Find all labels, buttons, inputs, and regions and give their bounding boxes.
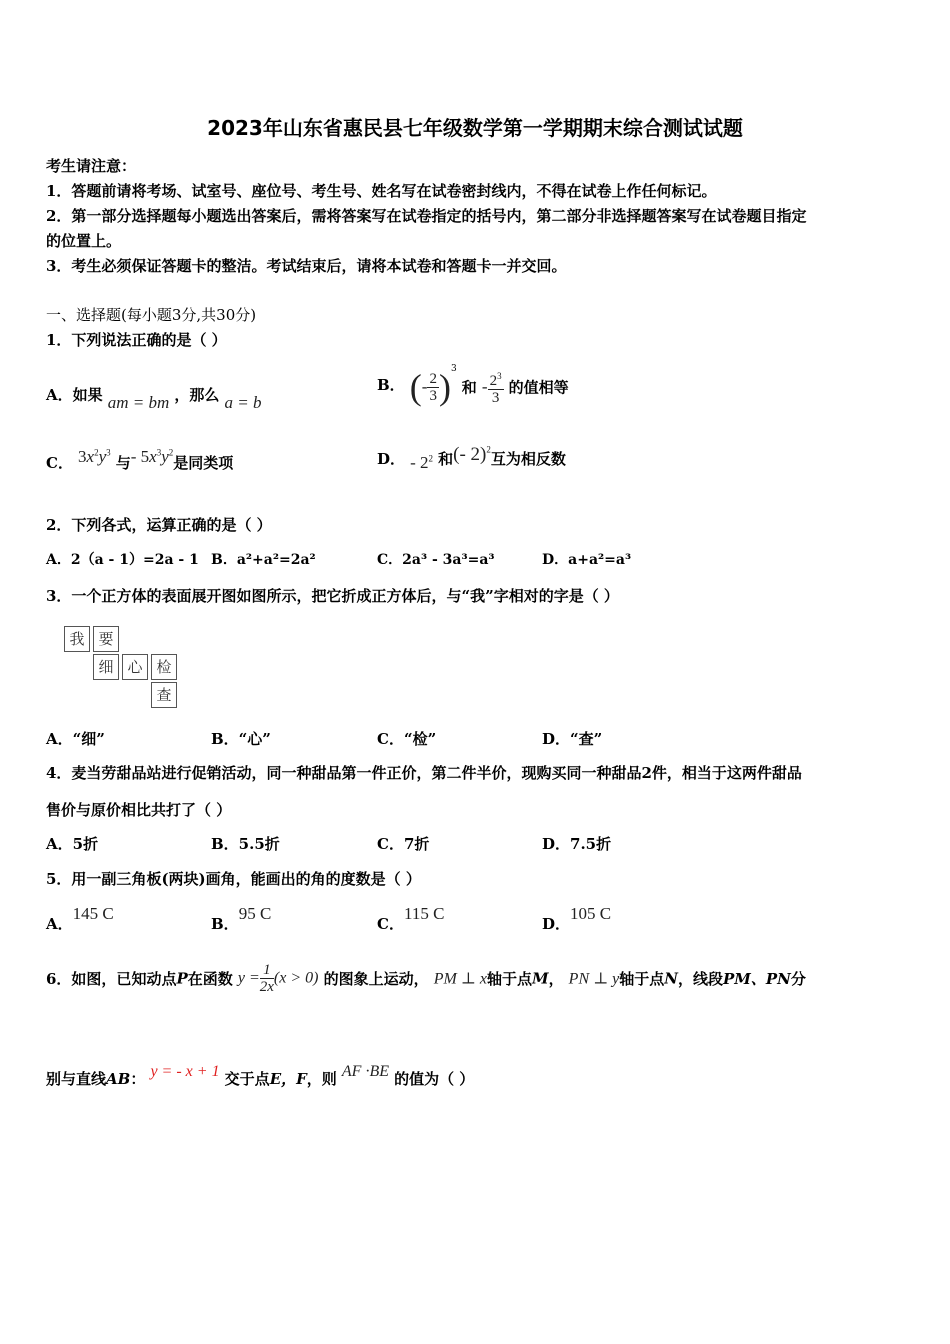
q4-option-d: D．7.5折 <box>542 835 612 853</box>
notice-item: 3．考生必须保证答题卡的整洁。考试结束后，请将本试卷和答题卡一并交回。 <box>46 257 567 275</box>
q5-option-c: C．115 C <box>377 904 445 933</box>
notice-item: 2．第一部分选择题每小题选出答案后，需将答案写在试卷指定的括号内，第二部分非选择题答案写在试卷题目指定 <box>46 207 807 225</box>
question-5-stem: 5．用一副三角板(两块)画角，能画出的角的度数是（ ） <box>46 870 421 888</box>
section-heading: 一、选择题(每小题3分,共30分) <box>46 306 257 324</box>
net-cell: 我 <box>64 626 90 652</box>
notice-item: 的位置上。 <box>46 232 122 250</box>
question-6-stem: 6．如图，已知动点P在函数 y = $\frac{1}{2x}$ (x > 0) 的图象上运动， PM ⊥ x轴于点M， PN ⊥ y轴于点N，线段PM、PN分 <box>46 962 806 995</box>
q2-option-b: B．a²+a²=2a² <box>211 552 316 568</box>
question-6-stem-cont: 别与直线AB： y = - x + 1 交于点E，F，则 AF ·BE 的值为（ ） <box>46 1063 475 1088</box>
notice-item: 1．答题前请将考场、试室号、座位号、考生号、姓名写在试卷密封线内，不得在试卷上作任何标记。 <box>46 182 717 200</box>
question-4-stem: 4．麦当劳甜品站进行促销活动，同一种甜品第一件正价，第二件半价，现购买同一种甜品2件，相当于这两件甜品 <box>46 764 802 782</box>
q3-option-d: D．“查” <box>542 730 603 748</box>
q4-option-b: B．5.5折 <box>211 835 280 853</box>
question-4-stem-cont: 售价与原价相比共打了（ ） <box>46 801 232 819</box>
question-1-stem: 1．下列说法正确的是（ ） <box>46 331 227 349</box>
net-cell: 检 <box>151 654 177 680</box>
q5-option-a: A．145 C <box>46 904 114 933</box>
q1-option-a: A．如果 am = bm ，那么 a = b <box>46 386 262 412</box>
cube-net-figure <box>62 624 187 714</box>
page-title: 2023年山东省惠民县七年级数学第一学期期末综合测试试题 <box>207 116 743 140</box>
q4-option-c: C．7折 <box>377 835 430 853</box>
q2-option-d: D．a+a²=a³ <box>542 552 632 568</box>
q4-option-a: A．5折 <box>46 835 99 853</box>
q5-option-b: B．95 C <box>211 904 272 933</box>
q2-option-c: C．2a³ - 3a³=a³ <box>377 552 495 568</box>
notice-heading: 考生请注意： <box>46 157 137 175</box>
q1-option-b: B． (- $\frac{2}{3}$ )$^3$ 和 - $\frac{2^3}{3}$ 的值相等 <box>377 364 569 407</box>
q3-option-a: A．“细” <box>46 730 105 748</box>
net-cell: 心 <box>122 654 148 680</box>
q1-option-d: D． - $2^2$ 和(- 2)$^2$互为相反数 <box>377 444 566 472</box>
net-cell: 要 <box>93 626 119 652</box>
question-2-stem: 2．下列各式，运算正确的是（ ） <box>46 516 272 534</box>
q1-option-c: C． $3x^2y^3$ 与- $5x^3y^2$是同类项 <box>46 447 234 472</box>
q2-option-a: A．2（a - 1）=2a - 1 <box>46 552 199 568</box>
net-cell: 查 <box>151 682 177 708</box>
question-3-stem: 3．一个正方体的表面展开图如图所示，把它折成正方体后，与“我”字相对的字是（ ） <box>46 587 619 605</box>
q3-option-c: C．“检” <box>377 730 437 748</box>
q5-option-d: D．105 C <box>542 904 612 933</box>
q3-option-b: B．“心” <box>211 730 271 748</box>
net-cell: 细 <box>93 654 119 680</box>
